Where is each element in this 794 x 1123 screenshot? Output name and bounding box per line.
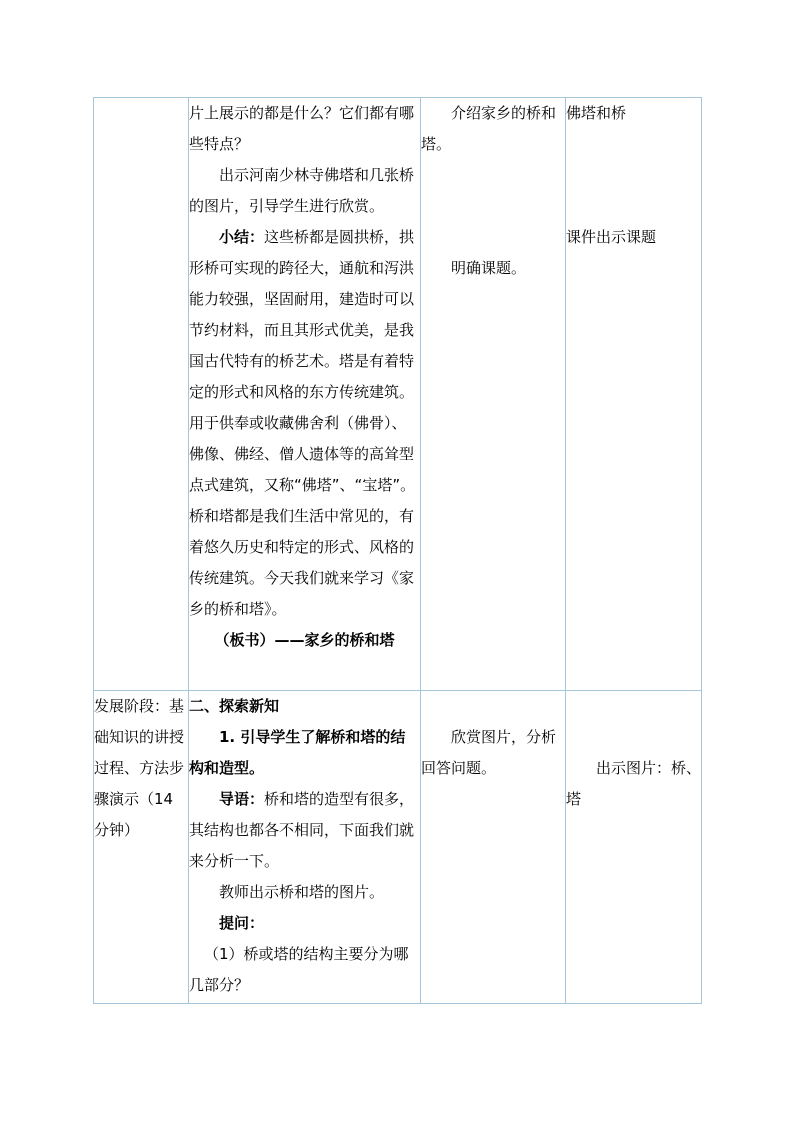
student-activity-a: 介绍家乡的桥和塔。 <box>421 104 557 153</box>
question-label: 提问： <box>219 914 265 932</box>
question-one: （1）桥或塔的结构主要分为哪几部分？ <box>189 945 409 994</box>
design-note: 出示图片：桥、塔 <box>566 759 702 808</box>
teacher-show-text: 教师出示桥和塔的图片。 <box>219 883 385 901</box>
section-title: 二、探索新知 <box>189 697 280 715</box>
guide-text: 桥和塔的造型有很多，其结构也都各不相同，下面我们就来分析一下。 <box>189 790 415 870</box>
table-row <box>94 98 702 691</box>
guide-label: 导语： <box>219 790 265 808</box>
student-activity-cell <box>421 691 566 1004</box>
student-activity-b: 明确课题。 <box>451 259 527 277</box>
summary-label: 小结： <box>219 228 265 246</box>
teacher-activity-cell <box>189 691 421 1004</box>
student-activity: 欣赏图片，分析回答问题。 <box>421 728 557 777</box>
stage-cell <box>94 98 189 691</box>
student-activity-cell <box>421 98 566 691</box>
table-row <box>94 691 702 1004</box>
guide-paragraph <box>189 784 420 877</box>
intro-question-text: 片上展示的都是什么？它们都有哪些特点？ <box>189 104 415 153</box>
show-images-text: 出示河南少林寺佛塔和几张桥的图片，引导学生进行欣赏。 <box>189 166 415 215</box>
design-note-b: 课件出示课题 <box>566 228 657 246</box>
design-note-a: 佛塔和桥 <box>566 104 627 122</box>
stage-label: 发展阶段：基础知识的讲授过程、方法步骤演示（14分钟） <box>94 697 185 839</box>
design-intent-cell <box>566 691 702 1004</box>
board-title: （板书）——家乡的桥和塔 <box>214 631 395 649</box>
lesson-plan-table <box>93 97 702 1004</box>
summary-text: 这些桥都是圆拱桥，拱形桥可实现的跨径大，通航和泻洪能力较强，坚固耐用，建造时可以节约材料，而且其形式优美，是我国古代特有的桥艺术。塔是有着特定的形式和风格的东方传统建筑。用于供奉或收藏佛舍利（佛骨）、佛像、佛经、僧人遗体等的高耸型点式建筑，又称“佛塔”、“宝塔”。桥和塔都是我们生活中常见的，有着悠久历史和特定的形式、风格的传统建筑。今天我们就来学习《家乡的桥和塔》。 <box>189 228 416 618</box>
point-one: 1. 引导学生了解桥和塔的结构和造型。 <box>189 728 406 777</box>
teacher-activity-cell <box>189 98 421 691</box>
design-intent-cell <box>566 98 702 691</box>
stage-cell <box>94 691 189 1004</box>
summary-paragraph <box>189 222 420 625</box>
